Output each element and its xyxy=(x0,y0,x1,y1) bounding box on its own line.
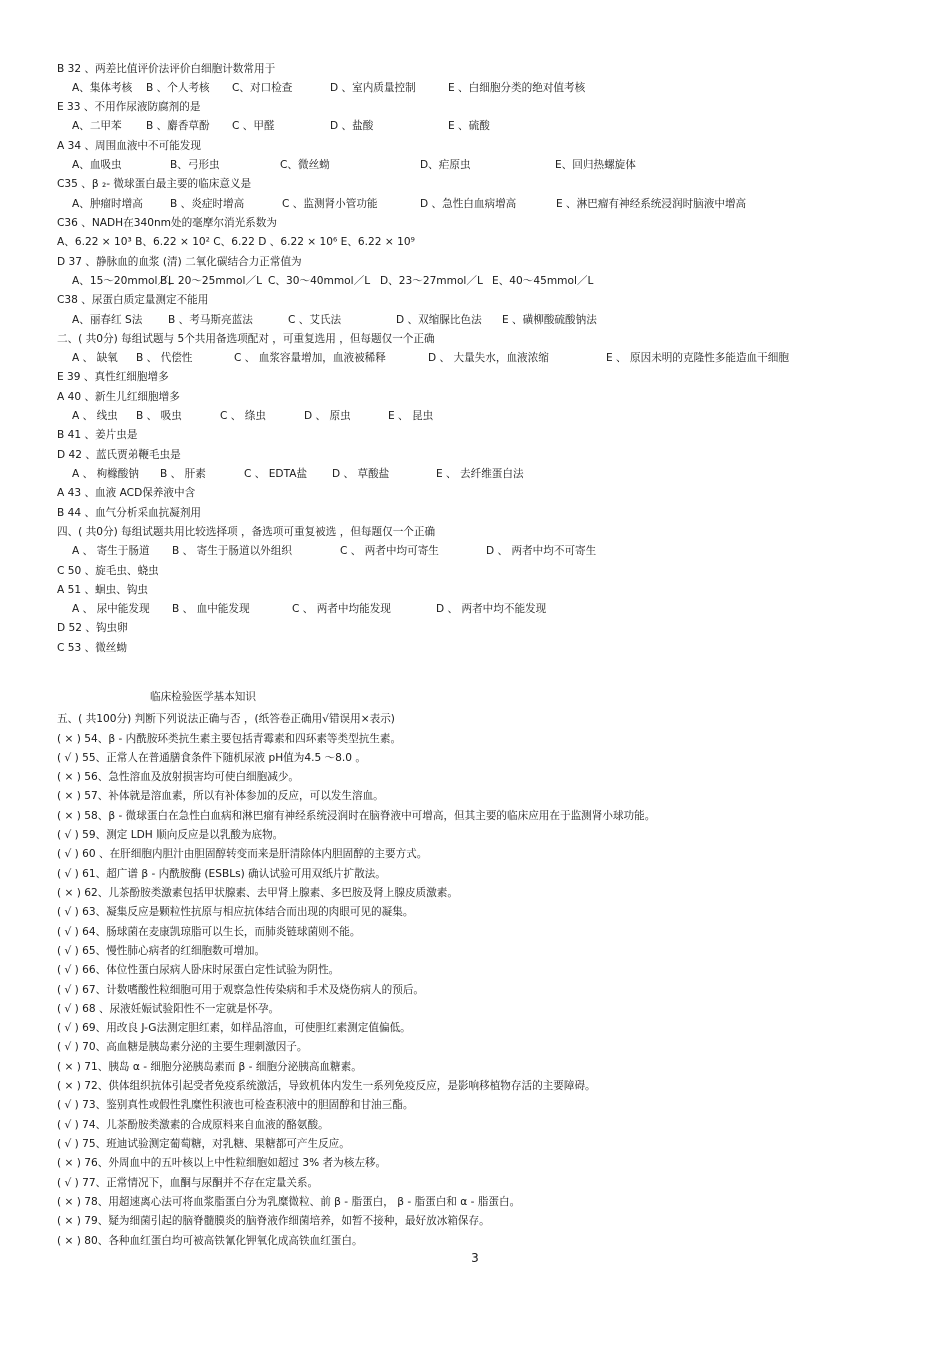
judgment-item xyxy=(0,768,950,787)
judgment-item xyxy=(0,845,950,864)
option-item: D 、双缩脲比色法 xyxy=(396,313,482,326)
judgment-item xyxy=(0,1212,950,1231)
option-row xyxy=(0,79,950,98)
option-row xyxy=(0,600,950,619)
question-text: B 41 、姜片虫是 xyxy=(57,429,138,442)
option-item: B 、 代偿性 xyxy=(136,352,193,365)
option-item: A 、 尿中能发现 xyxy=(72,603,150,616)
option-item: E 、磺柳酸硫酸钠法 xyxy=(502,313,597,326)
question-text: C36 、NADH在340nm处的毫摩尔消光系数为 xyxy=(57,216,277,229)
option-item: B、20～25mmol／L xyxy=(160,274,262,287)
option-row xyxy=(0,156,950,175)
option-row xyxy=(0,117,950,136)
judgment-item xyxy=(0,1096,950,1115)
judgment-item xyxy=(0,865,950,884)
option-item: B 、 吸虫 xyxy=(136,410,182,423)
question-text: B 32 、两差比值评价法评价白细胞计数常用于 xyxy=(57,62,276,75)
question-line xyxy=(0,504,950,523)
judgment-item xyxy=(0,1232,950,1251)
page-number: 3 xyxy=(471,1251,479,1265)
option-item: C 、 EDTA盐 xyxy=(244,468,308,480)
question-line xyxy=(0,291,950,310)
question-text: A 34 、周围血液中不可能发现 xyxy=(57,139,201,152)
judgment-item xyxy=(0,1000,950,1019)
judgment-item xyxy=(0,1135,950,1154)
judgment-text: ( √ ) 67、计数嗜酸性粒细胞可用于观察急性传染病和手术及烧伤病人的预后。 xyxy=(57,983,425,996)
option-item: D 、 两者中均不能发现 xyxy=(436,603,547,616)
judgment-item xyxy=(0,903,950,922)
judgment-text: ( √ ) 65、慢性肺心病者的红细胞数可增加。 xyxy=(57,944,266,957)
judgment-text: ( √ ) 75、班迪试验测定葡萄糖，对乳糖、果糖都可产生反应。 xyxy=(57,1138,350,1150)
judgment-item xyxy=(0,884,950,903)
judgment-item xyxy=(0,923,950,942)
option-item: A 、 寄生于肠道 xyxy=(72,545,150,558)
question-text: 四、( 共0分) 每组试题共用比较选择项 ，备选项可重复被选 ，但每题仅一个正确 xyxy=(57,525,436,538)
judgment-item xyxy=(0,942,950,961)
option-item: E、40～45mmol／L xyxy=(492,274,594,287)
judgment-text: ( √ ) 63、凝集反应是颗粒性抗原与相应抗体结合而出现的肉眼可见的凝集。 xyxy=(57,906,414,919)
option-row xyxy=(0,542,950,561)
question-line xyxy=(0,388,950,407)
option-item: E 、 去纤维蛋白法 xyxy=(436,468,524,480)
option-item: D 、 原虫 xyxy=(304,410,351,423)
question-text: A 43 、血液 ACD保养液中含 xyxy=(57,487,196,500)
judgment-text: ( √ ) 73、鉴别真性或假性乳糜性积液也可检查积液中的胆固醇和甘油三酯。 xyxy=(57,1099,414,1112)
judgment-item xyxy=(0,1077,950,1096)
option-row xyxy=(0,465,950,484)
judgment-text: ( √ ) 60 、在肝细胞内胆汁由胆固醇转变而来是肝清除体内胆固醇的主要方式。 xyxy=(57,848,428,861)
judgment-text: ( √ ) 66、体位性蛋白尿病人卧床时尿蛋白定性试验为阴性。 xyxy=(57,964,340,977)
judgment-item xyxy=(0,1174,950,1193)
option-item: D 、 大量失水，血液浓缩 xyxy=(428,352,549,365)
option-item: E 、淋巴瘤有神经系统浸润时脑液中增高 xyxy=(556,197,747,210)
judgment-header-text: 五、( 共100分) 判断下列说法正确与否 ，(纸答卷正确用√错误用×表示) xyxy=(57,713,395,725)
question-text: E 33 、不用作尿液防腐剂的是 xyxy=(57,101,201,114)
option-row xyxy=(0,407,950,426)
question-line xyxy=(0,484,950,503)
option-item: D 、室内质量控制 xyxy=(330,81,416,94)
option-item: A、二甲苯 xyxy=(72,120,122,133)
judgment-item xyxy=(0,961,950,980)
question-line xyxy=(0,60,950,79)
judgment-text: ( √ ) 77、正常情况下，血酮与尿酮并不存在定量关系。 xyxy=(57,1176,319,1189)
judgment-text: ( × ) 80、各种血红蛋白均可被高铁氰化钾氧化成高铁血红蛋白。 xyxy=(57,1234,363,1247)
option-item: E、回归热螺旋体 xyxy=(555,159,636,172)
judgment-item xyxy=(0,981,950,1000)
judgment-text: ( × ) 79、疑为细菌引起的脑脊髓膜炎的脑脊液作细菌培养，如暂不接种，最好放冰箱保存。 xyxy=(57,1215,490,1228)
option-row xyxy=(0,272,950,291)
question-text: A 51 、蛔虫、钩虫 xyxy=(57,583,149,596)
judgment-item xyxy=(0,807,950,826)
judgment-item xyxy=(0,1038,950,1057)
option-item: A、丽春红 S法 xyxy=(72,313,143,326)
question-line xyxy=(0,523,950,542)
option-item: C 、甲醛 xyxy=(232,120,275,133)
question-line xyxy=(0,581,950,600)
option-row xyxy=(0,195,950,214)
option-item: A 、 缺氧 xyxy=(72,352,118,365)
option-item: B 、麝香草酚 xyxy=(146,120,210,133)
option-item: E 、硫酸 xyxy=(448,120,490,133)
judgment-item xyxy=(0,1116,950,1135)
option-item: B 、个人考核 xyxy=(146,81,210,94)
option-item: D 、 草酸盐 xyxy=(332,468,390,480)
option-item: E 、白细胞分类的绝对值考核 xyxy=(448,81,586,94)
question-text: C 53 、微丝蚴 xyxy=(57,641,127,654)
question-text: D 42 、蓝氏贾弟鞭毛虫是 xyxy=(57,448,181,461)
option-item: D、23～27mmol／L xyxy=(380,274,483,287)
option-item: B 、 血中能发现 xyxy=(172,603,250,616)
option-item: E 、 原因未明的克隆性多能造血干细胞 xyxy=(606,352,789,365)
question-line xyxy=(0,253,950,272)
option-item: B 、炎症时增高 xyxy=(170,197,245,210)
question-line xyxy=(0,426,950,445)
question-text: D 52 、钩虫卵 xyxy=(57,622,128,635)
question-text: A 40 、新生儿红细胞增多 xyxy=(57,390,180,403)
judgment-item xyxy=(0,787,950,806)
judgment-item xyxy=(0,1154,950,1173)
option-item: C 、 两者中均可寄生 xyxy=(340,545,439,558)
option-item: A、15～20mmol／L xyxy=(72,274,174,287)
question-line xyxy=(0,98,950,117)
option-item: B 、考马斯亮蓝法 xyxy=(168,313,253,326)
question-line xyxy=(0,175,950,194)
option-row xyxy=(0,311,950,330)
question-text: D 37 、静脉血的血浆 (清) 二氧化碳结合力正常值为 xyxy=(57,255,302,268)
judgment-text: ( √ ) 61、超广谱 β - 内酰胺酶 (ESBLs) 确认试验可用双纸片扩散法。 xyxy=(57,867,386,880)
option-item: C 、艾氏法 xyxy=(288,313,342,326)
option-item: D 、盐酸 xyxy=(330,120,374,133)
question-line xyxy=(0,368,950,387)
option-item: A 、 线虫 xyxy=(72,410,118,423)
judgment-text: ( × ) 78、用超速离心法可将血浆脂蛋白分为乳糜微粒、前 β - 脂蛋白， β - 脂蛋白和 α - 脂蛋白。 xyxy=(57,1195,521,1208)
judgment-item xyxy=(0,749,950,768)
judgment-item xyxy=(0,1193,950,1212)
section-title: 临床检验医学基本知识 xyxy=(150,691,256,703)
option-item: C、30～40mmol／L xyxy=(268,274,371,287)
question-line xyxy=(0,330,950,349)
question-line xyxy=(0,214,950,233)
option-item: A、血吸虫 xyxy=(72,159,122,172)
option-item: D 、急性白血病增高 xyxy=(420,197,517,210)
question-line xyxy=(0,639,950,658)
question-text: C38 、尿蛋白质定量测定不能用 xyxy=(57,294,209,307)
question-line xyxy=(0,137,950,156)
question-line xyxy=(0,562,950,581)
question-line xyxy=(0,619,950,638)
option-item: D 、 两者中均不可寄生 xyxy=(486,545,597,558)
judgment-text: ( √ ) 64、肠球菌在麦康凯琼脂可以生长，而肺炎链球菌则不能。 xyxy=(57,925,361,938)
judgment-text: ( × ) 57、补体就是溶血素，所以有补体参加的反应，可以发生溶血。 xyxy=(57,790,384,803)
judgment-item xyxy=(0,730,950,749)
judgment-item xyxy=(0,1019,950,1038)
option-row xyxy=(0,349,950,368)
judgment-text: ( √ ) 74、儿茶酚胺类激素的合成原料来自血液的酪氨酸。 xyxy=(57,1118,329,1131)
option-item: E 、 昆虫 xyxy=(388,410,434,423)
judgment-text: ( × ) 58、β - 微球蛋白在急性白血病和淋巴瘤有神经系统浸润时在脑脊液中可增高，但其主要的临床应用在于监测肾小球功能。 xyxy=(57,809,656,822)
question-text: C35 、β ₂- 微球蛋白最主要的临床意义是 xyxy=(57,178,252,191)
question-line xyxy=(0,233,950,252)
judgment-text: ( × ) 56、急性溶血及放射损害均可使白细胞减少。 xyxy=(57,771,300,784)
judgment-text: ( × ) 71、胰岛 α - 细胞分泌胰岛素而 β - 细胞分泌胰高血糖素。 xyxy=(57,1060,362,1073)
judgment-text: ( × ) 72、供体组织抗体引起受者免疫系统激活，导致机体内发生一系列免疫反应，是影响移植物存活的主要障碍。 xyxy=(57,1080,596,1093)
question-text: C 50 、旋毛虫、蛲虫 xyxy=(57,564,159,577)
judgment-text: ( √ ) 70、高血糖是胰岛素分泌的主要生理刺激因子。 xyxy=(57,1041,308,1054)
judgment-text: ( × ) 76、外周血中的五叶核以上中性粒细胞如超过 3% 者为核左移。 xyxy=(57,1157,387,1170)
question-text: 二、( 共0分) 每组试题与 5个共用备选项配对 ，可重复选用 ，但每题仅一个正确 xyxy=(57,332,435,345)
option-item: C 、监测肾小管功能 xyxy=(282,197,378,210)
judgment-text: ( √ ) 55、正常人在普通膳食条件下随机尿液 pH值为4.5 ～8.0 。 xyxy=(57,751,366,764)
option-item: C 、 绦虫 xyxy=(220,410,266,423)
option-item: B 、 肝素 xyxy=(160,468,206,480)
judgment-text: ( √ ) 68 、尿液妊娠试验阳性不一定就是怀孕。 xyxy=(57,1002,280,1015)
judgment-header xyxy=(0,710,950,729)
question-line xyxy=(0,446,950,465)
option-item: A 、 枸橼酸钠 xyxy=(72,468,139,480)
option-item: B、弓形虫 xyxy=(170,159,220,172)
question-text: B 44 、血气分析采血抗凝剂用 xyxy=(57,506,202,519)
option-item: A、肿瘤时增高 xyxy=(72,197,143,210)
judgment-item xyxy=(0,1058,950,1077)
option-item: D、疟原虫 xyxy=(420,159,471,172)
option-item: A、集体考核 xyxy=(72,81,133,94)
judgment-text: ( √ ) 59、测定 LDH 顺向反应是以乳酸为底物。 xyxy=(57,829,284,842)
question-text: E 39 、真性红细胞增多 xyxy=(57,371,169,384)
option-item: C、对口检查 xyxy=(232,81,293,94)
option-item: C 、 血浆容量增加，血液被稀释 xyxy=(234,352,386,365)
judgment-item xyxy=(0,826,950,845)
option-item: C、微丝蚴 xyxy=(280,159,330,172)
judgment-text: ( × ) 62、儿茶酚胺类激素包括甲状腺素、去甲肾上腺素、多巴胺及肾上腺皮质激素。 xyxy=(57,886,458,899)
option-item: B 、 寄生于肠道以外组织 xyxy=(172,545,292,558)
option-item: C 、 两者中均能发现 xyxy=(292,603,391,616)
judgment-text: ( × ) 54、β - 内酰胺环类抗生素主要包括青霉素和四环素等类型抗生素。 xyxy=(57,732,402,745)
judgment-text: ( √ ) 69、用改良 J-G法测定胆红素，如样品溶血，可使胆红素测定值偏低。 xyxy=(57,1022,411,1035)
question-text: A、6.22 × 10³ B、6.22 × 10² C、6.22 D 、6.22 × 10⁶ E、6.22 × 10⁹ xyxy=(57,236,415,249)
